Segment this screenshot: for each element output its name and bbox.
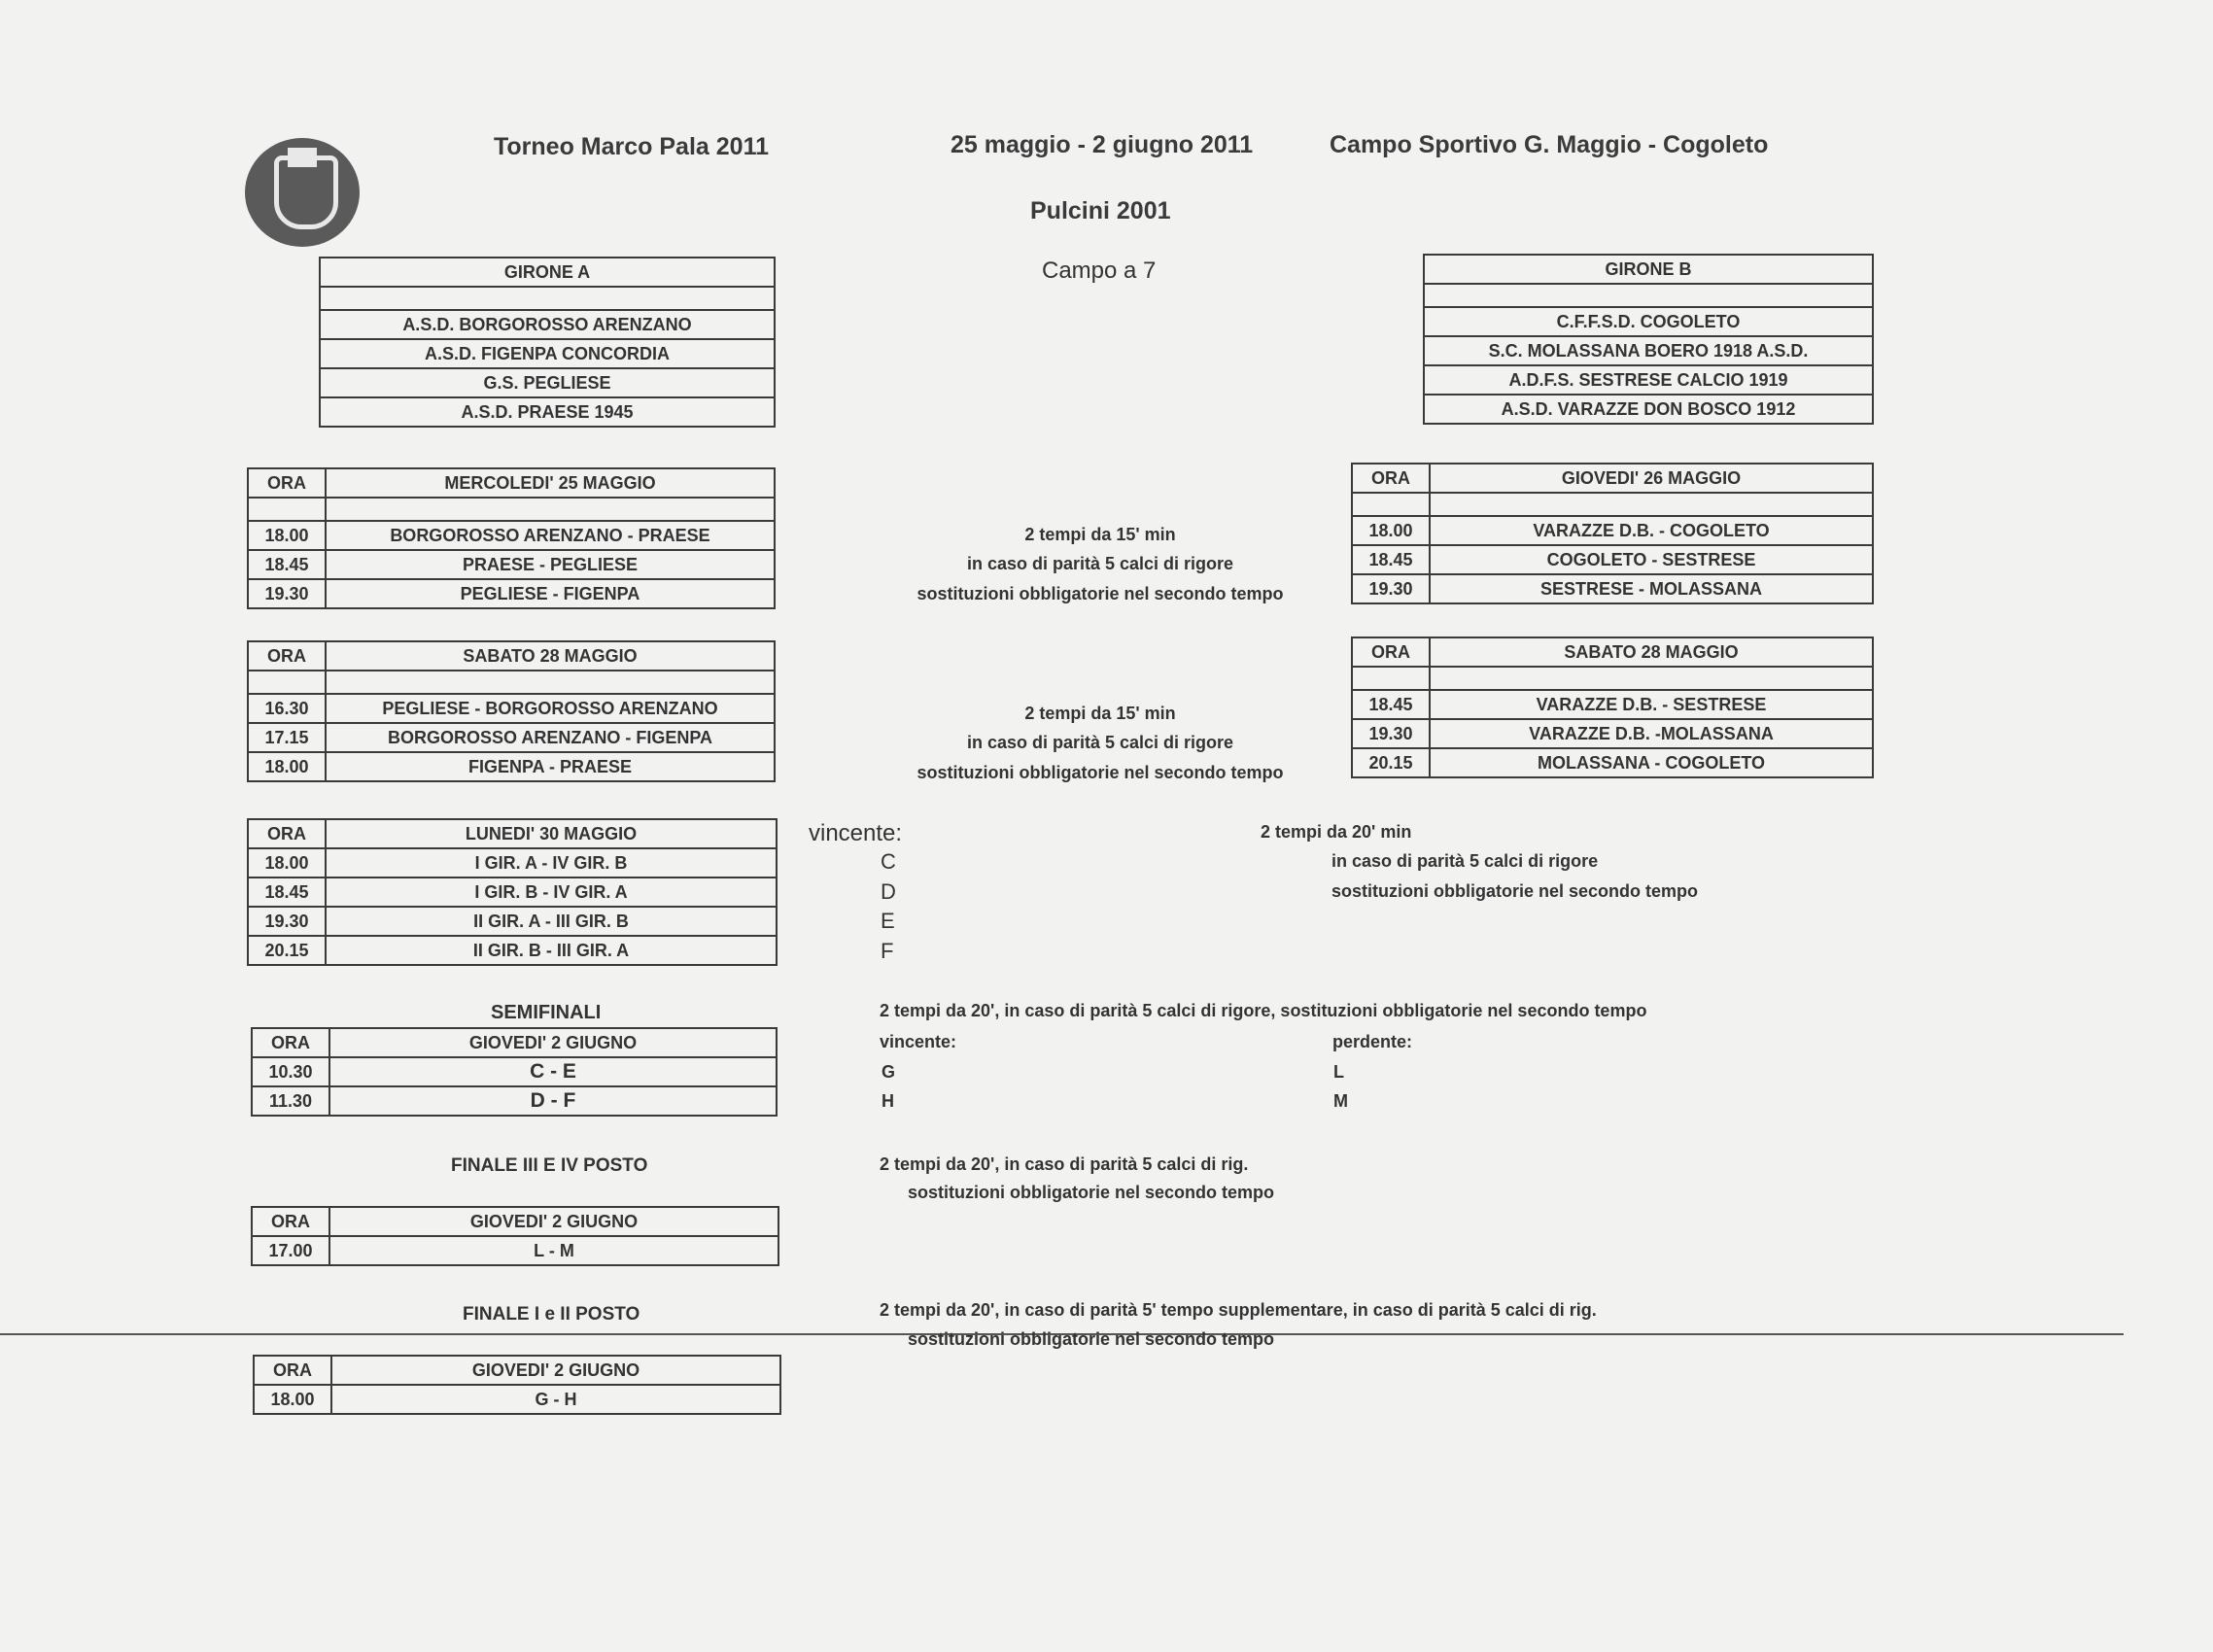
match-time: 17.15 [248, 723, 326, 752]
rule-line: 2 tempi da 20' min [1261, 822, 1412, 842]
ora-header: ORA [254, 1356, 331, 1385]
rule-line: in caso di parità 5 calci di rigore [1331, 851, 1599, 871]
ora-header: ORA [248, 819, 326, 848]
rule-line: sostituzioni obbligatorie nel secondo tempo [916, 763, 1284, 782]
blank-cell [326, 671, 775, 694]
match-time: 18.45 [1352, 545, 1430, 574]
day-header: MERCOLEDI' 25 MAGGIO [326, 468, 775, 498]
third-place-title: FINALE III E IV POSTO [451, 1155, 648, 1176]
match-teams: I GIR. A - IV GIR. B [326, 848, 777, 878]
ora-header: ORA [1352, 464, 1430, 493]
match-teams: D - F [329, 1086, 777, 1116]
loser-code: M [1333, 1091, 1348, 1111]
winner-code: H [882, 1091, 894, 1111]
girone-a-table [319, 257, 776, 428]
tournament-dates: 25 maggio - 2 giugno 2011 [951, 131, 1254, 158]
schedule-semis [251, 1027, 778, 1117]
match-time: 18.00 [254, 1385, 331, 1414]
girone-b-table [1423, 254, 1874, 425]
day-header: SABATO 28 MAGGIO [1430, 637, 1873, 667]
match-time: 20.15 [1352, 748, 1430, 777]
schedule-day1-a [247, 467, 776, 609]
blank-cell [1430, 493, 1873, 516]
match-teams: G - H [331, 1385, 780, 1414]
ora-header: ORA [248, 641, 326, 671]
day-header: GIOVEDI' 2 GIUGNO [331, 1356, 780, 1385]
category-title: Pulcini 2001 [1030, 197, 1171, 224]
match-teams: BORGOROSSO ARENZANO - FIGENPA [326, 723, 775, 752]
day-header: GIOVEDI' 2 GIUGNO [329, 1028, 777, 1057]
rule-line: sostituzioni obbligatorie nel secondo tempo [908, 1183, 1275, 1202]
winner-code: G [882, 1062, 896, 1082]
match-teams: MOLASSANA - COGOLETO [1430, 748, 1873, 777]
match-teams: VARAZZE D.B. - COGOLETO [1430, 516, 1873, 545]
club-crest-icon [245, 138, 360, 247]
blank-cell [1430, 667, 1873, 690]
loser-code: L [1333, 1062, 1344, 1082]
match-time: 17.00 [252, 1236, 329, 1265]
rule-line: 2 tempi da 20', in caso di parità 5' tempo supplementare, in caso di parità 5 calci di rig. [880, 1300, 1597, 1320]
winner-code: F [881, 939, 894, 963]
match-time: 18.00 [248, 752, 326, 781]
girone-b-team: A.S.D. VARAZZE DON BOSCO 1912 [1424, 395, 1873, 424]
girone-a-team: A.S.D. FIGENPA CONCORDIA [320, 339, 775, 368]
match-time: 18.45 [248, 878, 326, 907]
match-time: 18.00 [248, 848, 326, 878]
semis-title: SEMIFINALI [491, 1002, 602, 1023]
blank-cell [326, 498, 775, 521]
match-time: 18.00 [248, 521, 326, 550]
match-time: 19.30 [1352, 574, 1430, 603]
girone-a-title: GIRONE A [320, 258, 775, 287]
schedule-third-place [251, 1206, 779, 1266]
ora-header: ORA [252, 1028, 329, 1057]
rule-line: 2 tempi da 15' min [1024, 704, 1176, 723]
match-teams: VARAZZE D.B. -MOLASSANA [1430, 719, 1873, 748]
blank-cell [1352, 667, 1430, 690]
match-time: 10.30 [252, 1057, 329, 1086]
girone-a-team: A.S.D. PRAESE 1945 [320, 397, 775, 427]
match-time: 19.30 [1352, 719, 1430, 748]
loser-label: perdente: [1332, 1032, 1413, 1051]
blank-row [1424, 284, 1873, 307]
blank-cell [248, 498, 326, 521]
day-header: GIOVEDI' 2 GIUGNO [329, 1207, 778, 1236]
rule-line: sostituzioni obbligatorie nel secondo tempo [916, 584, 1284, 603]
schedule-quarters [247, 818, 778, 966]
day-header: SABATO 28 MAGGIO [326, 641, 775, 671]
schedule-day2-a [247, 640, 776, 782]
match-time: 18.00 [1352, 516, 1430, 545]
match-teams: I GIR. B - IV GIR. A [326, 878, 777, 907]
match-teams: FIGENPA - PRAESE [326, 752, 775, 781]
field-type: Campo a 7 [1042, 258, 1157, 284]
rule-line: in caso di parità 5 calci di rigore [966, 733, 1234, 752]
match-time: 18.45 [248, 550, 326, 579]
final-title: FINALE I e II POSTO [463, 1304, 640, 1325]
girone-b-team: S.C. MOLASSANA BOERO 1918 A.S.D. [1424, 336, 1873, 365]
match-teams: BORGOROSSO ARENZANO - PRAESE [326, 521, 775, 550]
rule-line: 2 tempi da 20', in caso di parità 5 calci di rig. [880, 1154, 1249, 1174]
winner-code: D [881, 879, 896, 904]
ora-header: ORA [248, 468, 326, 498]
match-time: 18.45 [1352, 690, 1430, 719]
match-teams: COGOLETO - SESTRESE [1430, 545, 1873, 574]
rule-line: sostituzioni obbligatorie nel secondo tempo [908, 1329, 1275, 1349]
winner-code: E [881, 909, 895, 933]
match-teams: SESTRESE - MOLASSANA [1430, 574, 1873, 603]
match-time: 19.30 [248, 907, 326, 936]
winner-label: vincente: [809, 820, 903, 846]
tournament-title: Torneo Marco Pala 2011 [494, 133, 769, 160]
rule-line: sostituzioni obbligatorie nel secondo tempo [1331, 881, 1699, 901]
blank-cell [1352, 493, 1430, 516]
tournament-venue: Campo Sportivo G. Maggio - Cogoleto [1330, 131, 1769, 158]
match-teams: PEGLIESE - FIGENPA [326, 579, 775, 608]
day-header: LUNEDI' 30 MAGGIO [326, 819, 777, 848]
ora-header: ORA [252, 1207, 329, 1236]
winner-label: vincente: [880, 1032, 957, 1051]
winner-code: C [881, 849, 896, 874]
match-teams: PEGLIESE - BORGOROSSO ARENZANO [326, 694, 775, 723]
match-teams: II GIR. A - III GIR. B [326, 907, 777, 936]
match-teams: L - M [329, 1236, 778, 1265]
match-time: 16.30 [248, 694, 326, 723]
match-teams: C - E [329, 1057, 777, 1086]
rule-line: 2 tempi da 15' min [1024, 525, 1176, 544]
day-header: GIOVEDI' 26 MAGGIO [1430, 464, 1873, 493]
schedule-final [253, 1355, 781, 1415]
rule-line: 2 tempi da 20', in caso di parità 5 calci di rigore, sostituzioni obbligatorie nel secondo tempo [880, 1001, 1647, 1020]
girone-b-team: C.F.F.S.D. COGOLETO [1424, 307, 1873, 336]
girone-a-team: G.S. PEGLIESE [320, 368, 775, 397]
blank-row [320, 287, 775, 310]
match-teams: VARAZZE D.B. - SESTRESE [1430, 690, 1873, 719]
match-time: 19.30 [248, 579, 326, 608]
rule-line: in caso di parità 5 calci di rigore [966, 554, 1234, 573]
blank-cell [248, 671, 326, 694]
match-time: 11.30 [252, 1086, 329, 1116]
girone-b-title: GIRONE B [1424, 255, 1873, 284]
girone-b-team: A.D.F.S. SESTRESE CALCIO 1919 [1424, 365, 1873, 395]
crest-shield [274, 155, 338, 229]
match-time: 20.15 [248, 936, 326, 965]
schedule-day2-b [1351, 637, 1874, 778]
ora-header: ORA [1352, 637, 1430, 667]
schedule-day1-b [1351, 463, 1874, 604]
girone-a-team: A.S.D. BORGOROSSO ARENZANO [320, 310, 775, 339]
match-teams: PRAESE - PEGLIESE [326, 550, 775, 579]
match-teams: II GIR. B - III GIR. A [326, 936, 777, 965]
